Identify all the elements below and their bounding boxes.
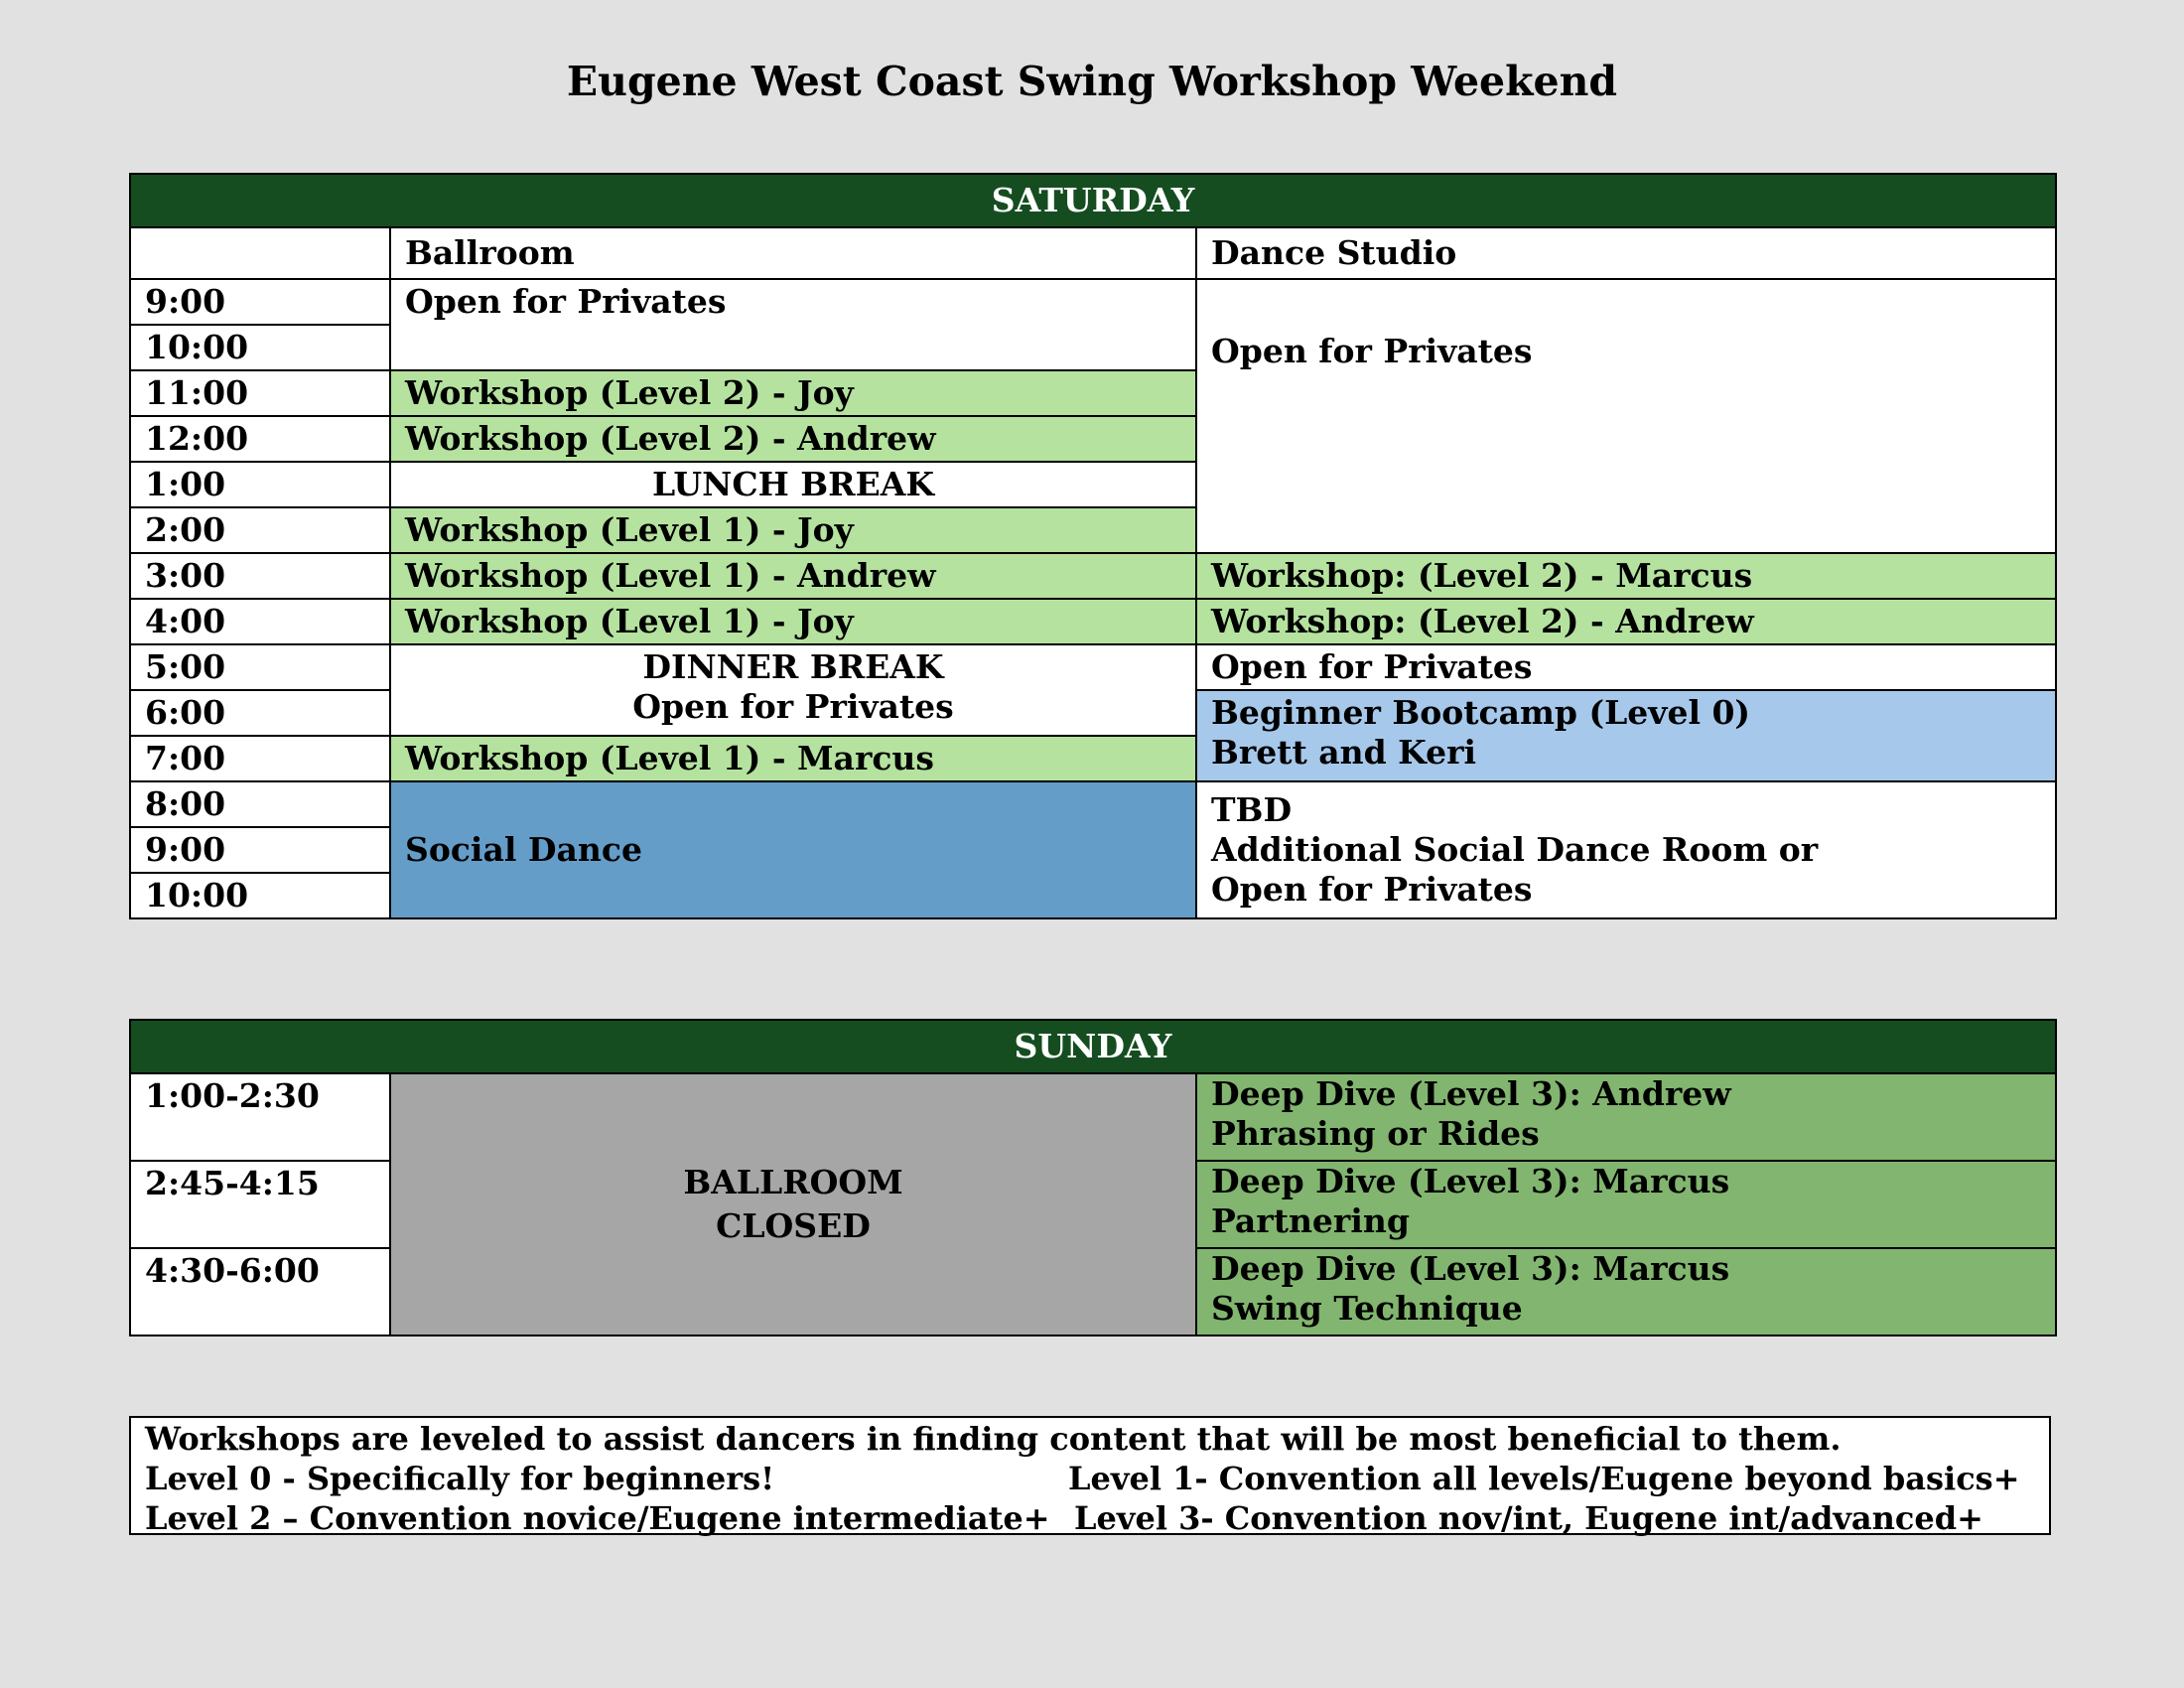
ballroom-header: Ballroom xyxy=(390,227,1196,279)
time-cell: 10:00 xyxy=(130,325,390,370)
saturday-schedule xyxy=(129,173,2057,919)
time-cell: 2:00 xyxy=(130,507,390,553)
sunday-time-cell: 2:45-4:15 xyxy=(130,1161,390,1248)
ballroom-closed xyxy=(390,1073,1196,1336)
corner-cell xyxy=(130,227,390,279)
time-cell: 11:00 xyxy=(130,370,390,416)
notes-intro: Workshops are leveled to assist dancers in finding content that will be most beneficial to them. xyxy=(145,1420,1842,1458)
bootcamp-title: Beginner Bootcamp (Level 0) xyxy=(1211,693,1751,732)
level-2-note: Level 2 – Convention novice/Eugene intermediate+ xyxy=(145,1499,1050,1537)
tbd-line-2: Additional Social Dance Room or xyxy=(1211,830,1819,869)
time-cell: 4:00 xyxy=(130,599,390,644)
time-cell: 10:00 xyxy=(130,873,390,918)
dinner-break xyxy=(390,644,1196,736)
lunch-break: LUNCH BREAK xyxy=(390,462,1196,507)
studio-open-privates xyxy=(1196,279,2056,553)
level-1-note: Level 1- Convention all levels/Eugene beyond basics+ xyxy=(1068,1460,2020,1497)
time-cell: 9:00 xyxy=(130,279,390,325)
sunday-header: SUNDAY xyxy=(130,1020,2056,1073)
ballroom-workshop-11: Workshop (Level 2) - Joy xyxy=(390,370,1196,416)
time-cell: 5:00 xyxy=(130,644,390,690)
time-cell: 7:00 xyxy=(130,736,390,781)
tbd-label: TBD xyxy=(1211,790,1293,829)
ballroom-workshop-3: Workshop (Level 1) - Andrew xyxy=(390,553,1196,599)
notes-row-2 xyxy=(145,1498,2035,1538)
ballroom-closed-line-1: BALLROOM xyxy=(683,1163,903,1201)
time-cell: 9:00 xyxy=(130,827,390,873)
time-cell: 1:00 xyxy=(130,462,390,507)
ballroom-workshop-7: Workshop (Level 1) - Marcus xyxy=(390,736,1196,781)
ballroom-open-privates: Open for Privates xyxy=(390,279,1196,370)
deep-dive-topic: Swing Technique xyxy=(1211,1289,1523,1328)
deep-dive-topic: Partnering xyxy=(1211,1201,1410,1240)
level-3-note: Level 3- Convention nov/int, Eugene int/advanced+ xyxy=(1074,1499,1983,1537)
sunday-time-cell: 4:30-6:00 xyxy=(130,1248,390,1336)
level-notes xyxy=(129,1416,2051,1535)
studio-workshop-3: Workshop: (Level 2) - Marcus xyxy=(1196,553,2056,599)
deep-dive-title: Deep Dive (Level 3): Marcus xyxy=(1211,1249,1730,1288)
dance-studio-header: Dance Studio xyxy=(1196,227,2056,279)
deep-dive-title: Deep Dive (Level 3): Andrew xyxy=(1211,1074,1731,1113)
deep-dive-session xyxy=(1196,1161,2056,1248)
social-dance: Social Dance xyxy=(390,781,1196,918)
tbd-line-3: Open for Privates xyxy=(1211,870,1533,909)
sunday-time-cell: 1:00-2:30 xyxy=(130,1073,390,1161)
deep-dive-session xyxy=(1196,1248,2056,1336)
time-cell: 3:00 xyxy=(130,553,390,599)
ballroom-workshop-2: Workshop (Level 1) - Joy xyxy=(390,507,1196,553)
deep-dive-topic: Phrasing or Rides xyxy=(1211,1114,1540,1153)
saturday-header: SATURDAY xyxy=(130,174,2056,227)
ballroom-workshop-4: Workshop (Level 1) - Joy xyxy=(390,599,1196,644)
studio-tbd xyxy=(1196,781,2056,918)
dinner-open-privates: Open for Privates xyxy=(632,687,954,726)
beginner-bootcamp xyxy=(1196,690,2056,781)
ballroom-closed-line-2: CLOSED xyxy=(716,1206,871,1245)
studio-open-privates-5: Open for Privates xyxy=(1196,644,2056,690)
level-0-note: Level 0 - Specifically for beginners! xyxy=(145,1460,775,1497)
page-title: Eugene West Coast Swing Workshop Weekend xyxy=(566,58,1618,105)
sunday-schedule xyxy=(129,1019,2057,1336)
dinner-break-label: DINNER BREAK xyxy=(642,647,944,686)
notes-row-1 xyxy=(145,1459,2035,1498)
bootcamp-instructors: Brett and Keri xyxy=(1211,733,1477,772)
ballroom-workshop-12: Workshop (Level 2) - Andrew xyxy=(390,416,1196,462)
time-cell: 12:00 xyxy=(130,416,390,462)
studio-workshop-4: Workshop: (Level 2) - Andrew xyxy=(1196,599,2056,644)
time-cell: 6:00 xyxy=(130,690,390,736)
time-cell: 8:00 xyxy=(130,781,390,827)
deep-dive-title: Deep Dive (Level 3): Marcus xyxy=(1211,1162,1730,1200)
deep-dive-session xyxy=(1196,1073,2056,1161)
studio-open-privates-text: Open for Privates xyxy=(1211,332,1533,370)
